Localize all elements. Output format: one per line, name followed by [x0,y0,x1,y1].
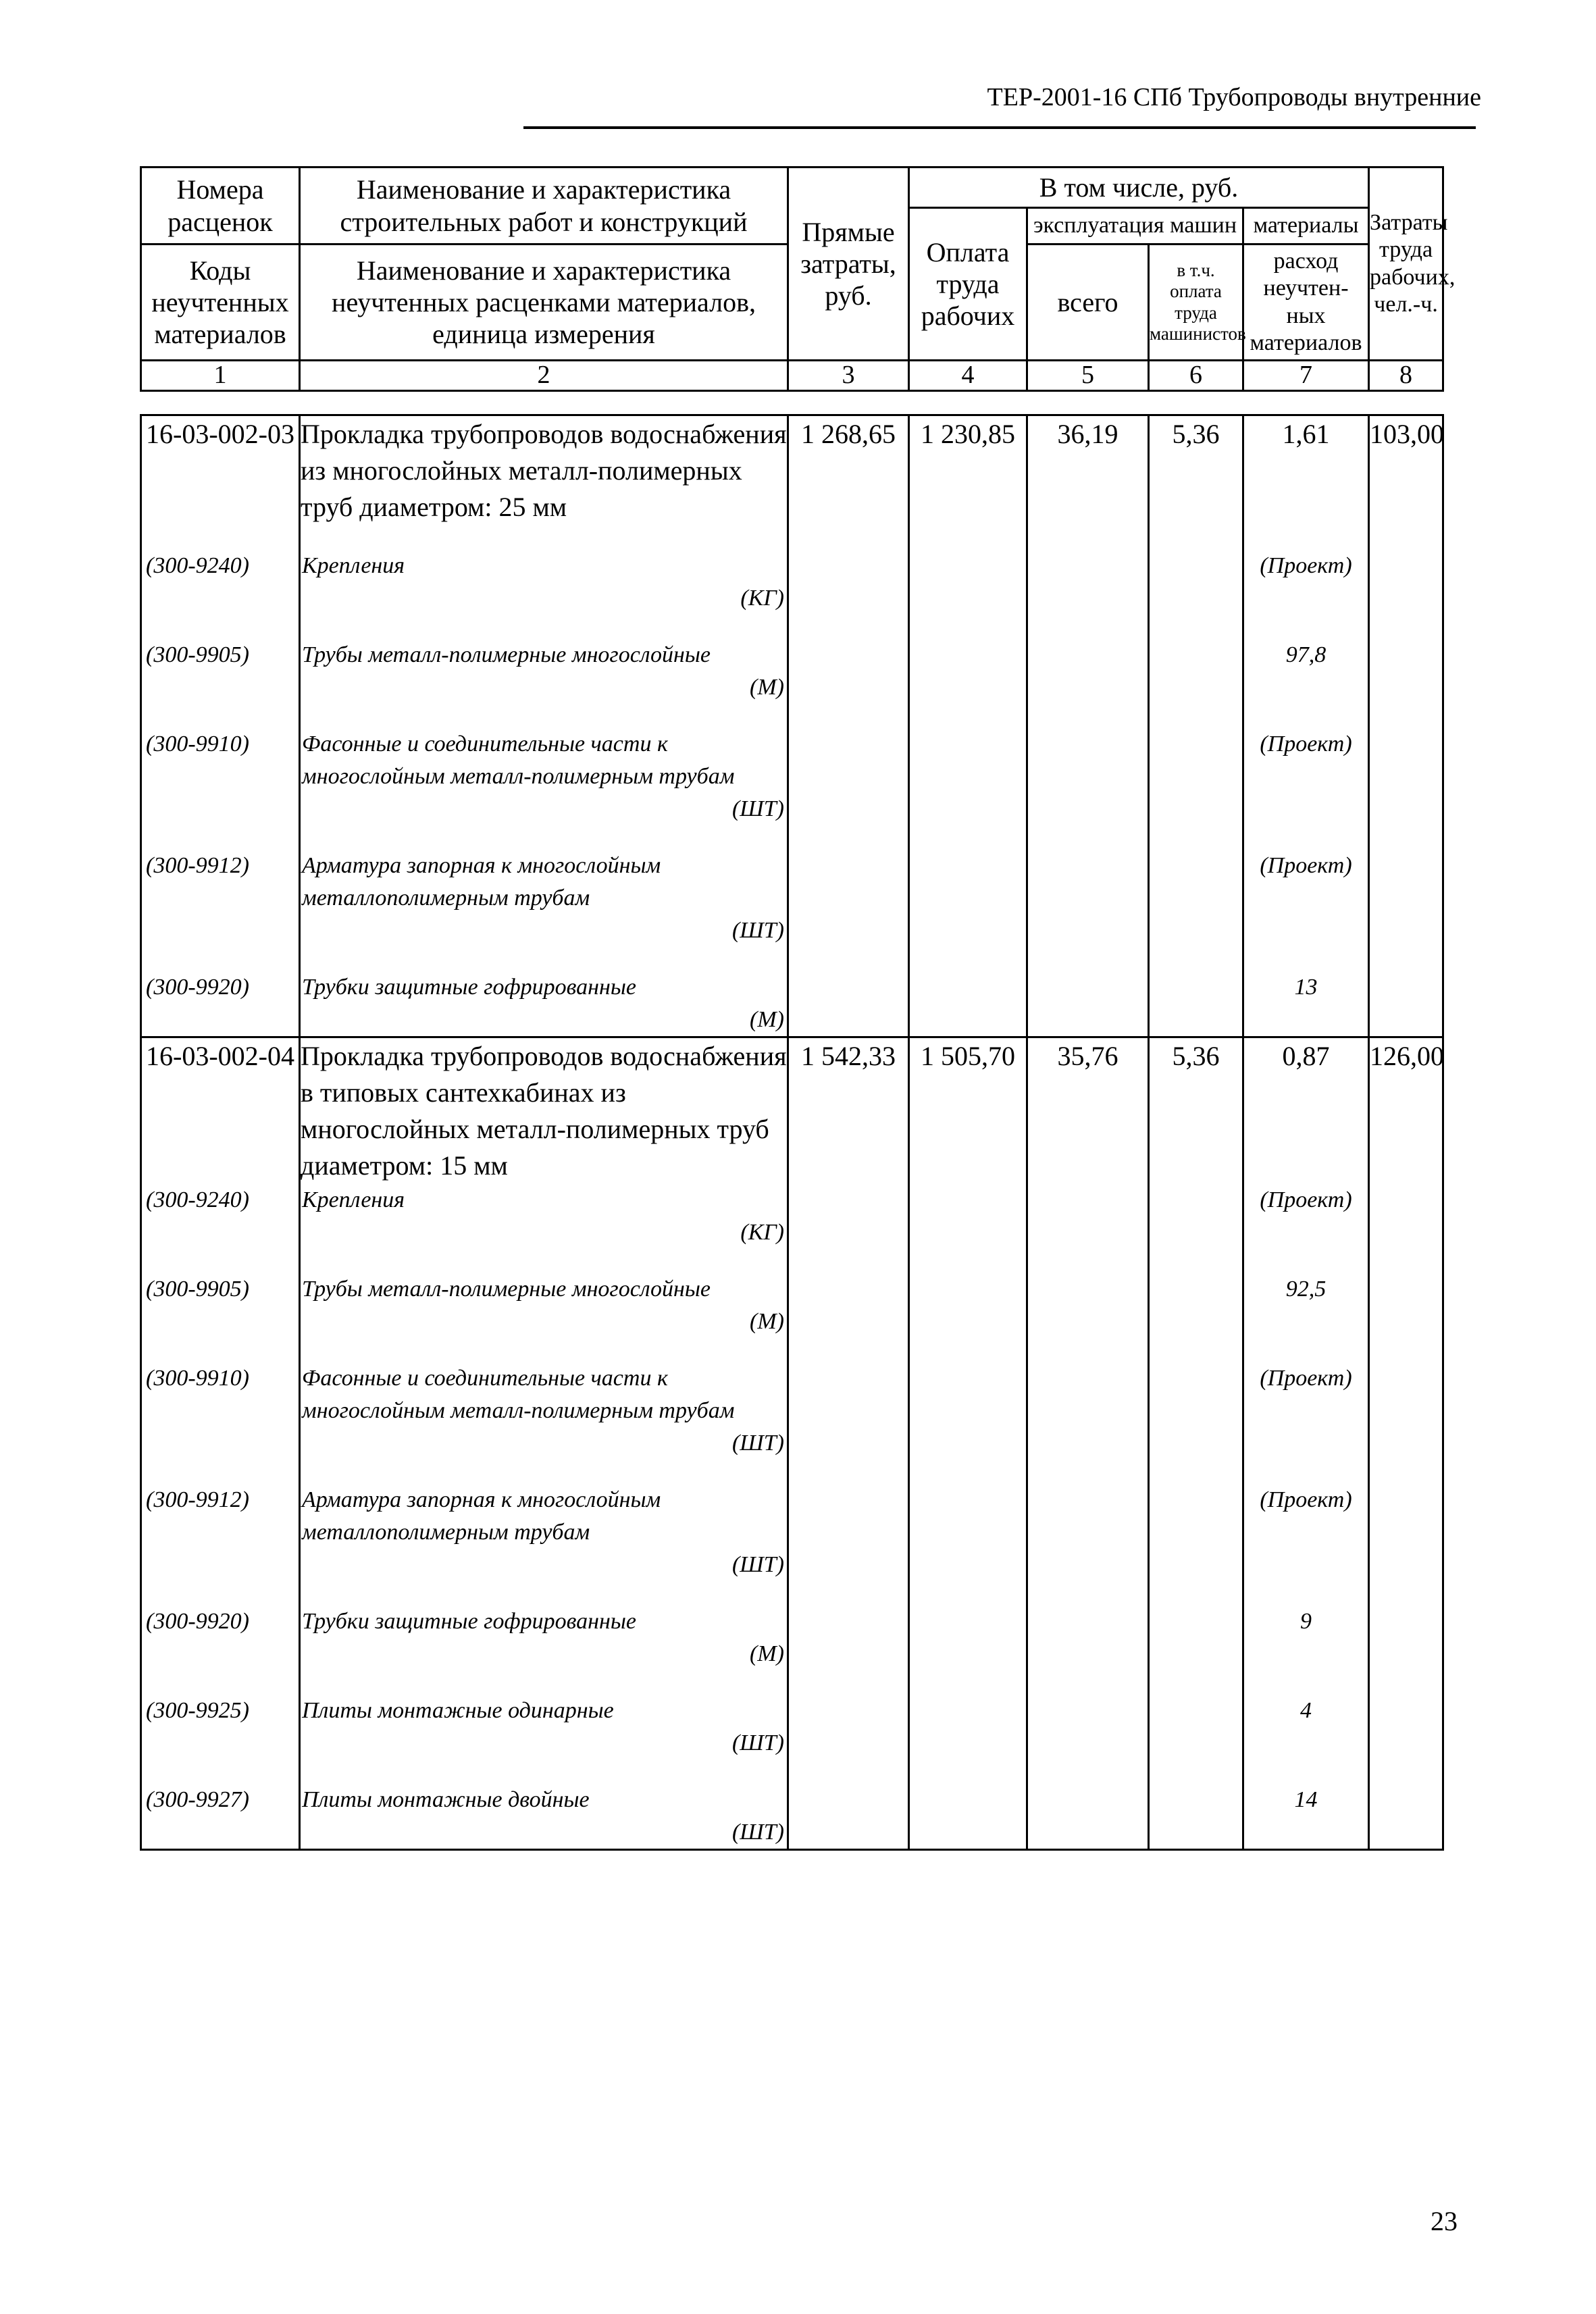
material-row [141,1581,1443,1670]
material-row [141,615,1443,704]
material-quantity: 4 [1243,1670,1369,1759]
material-row [141,525,1443,615]
header-col3: Прямые затраты, руб. [788,168,909,361]
material-quantity: (Проект) [1243,1184,1369,1249]
material-row [141,1670,1443,1759]
material-code: (300-9905) [141,615,300,704]
material-unit: (М) [750,1007,784,1032]
header-col6: в т.ч. оплата труда машинистов [1149,245,1243,361]
material-code: (300-9920) [141,947,300,1037]
material-quantity: (Проект) [1243,525,1369,615]
rates-table [140,414,1444,1851]
material-code: (300-9905) [141,1249,300,1338]
header-materials: материалы [1243,208,1369,245]
material-name: Фасонные и соединительные части к многослойным металл-полимерным трубам [302,731,735,789]
rate-row [141,1037,1443,1185]
materials-cost: 1,61 [1243,415,1369,526]
running-header: ТЕР-2001-16 СПб Трубопроводы внутренние [987,83,1481,111]
material-name: Арматура запорная к многослойным металлополимерным трубам [302,1487,661,1545]
rate-code: 16-03-002-04 [141,1037,300,1185]
material-row [141,1759,1443,1850]
machinist-wages: 5,36 [1149,415,1243,526]
machines-total: 36,19 [1027,415,1149,526]
material-name: Трубы металл-полимерные многослойные [302,1277,711,1302]
material-name: Крепления [302,1187,405,1212]
material-unit: (ШТ) [731,1431,784,1456]
material-unit: (КГ) [740,586,784,611]
rate-code: 16-03-002-03 [141,415,300,526]
column-number: 2 [300,361,788,391]
material-unit: (ШТ) [731,1730,784,1755]
header-rule [523,126,1476,129]
column-number: 6 [1149,361,1243,391]
material-unit: (КГ) [740,1220,784,1245]
column-number: 4 [909,361,1027,391]
material-name: Фасонные и соединительные части к многослойным металл-полимерным трубам [302,1366,735,1423]
material-row [141,1338,1443,1460]
header-col2-top: Наименование и характеристика строительных работ и конструкций [300,168,788,245]
rate-title: Прокладка трубопроводов водоснабжения из многослойных металл-полимерных труб диаметром: 25 мм [300,415,788,526]
material-row [141,1460,1443,1581]
material-name: Плиты монтажные одинарные [302,1698,614,1723]
material-code: (300-9925) [141,1670,300,1759]
material-unit: (ШТ) [731,1820,784,1845]
column-number: 5 [1027,361,1149,391]
header-col4: Оплата труда рабочих [909,208,1027,361]
material-row [141,947,1443,1037]
header-machines: эксплуатация машин [1027,208,1243,245]
material-unit: (М) [750,1309,784,1334]
header-col5: всего [1027,245,1149,361]
material-name: Трубы металл-полимерные многослойные [302,642,711,667]
materials-cost: 0,87 [1243,1037,1369,1185]
machinist-wages: 5,36 [1149,1037,1243,1185]
header-col2-bottom: Наименование и характеристика неучтенных расценками материалов, единица измерения [300,245,788,361]
column-number: 7 [1243,361,1369,391]
column-number: 8 [1369,361,1443,391]
worker-wages: 1 505,70 [909,1037,1027,1185]
machines-total: 35,76 [1027,1037,1149,1185]
material-quantity: 13 [1243,947,1369,1037]
material-unit: (ШТ) [731,918,784,943]
header-col1-bottom: Коды неучтенных материалов [141,245,300,361]
material-row [141,1249,1443,1338]
rate-row [141,415,1443,526]
header-group: В том числе, руб. [909,168,1369,208]
column-header-table [140,166,1456,392]
material-name: Трубки защитные гофрированные [302,1609,636,1634]
material-code: (300-9912) [141,825,300,947]
material-quantity: 97,8 [1243,615,1369,704]
material-row [141,825,1443,947]
material-code: (300-9910) [141,704,300,825]
material-quantity: (Проект) [1243,704,1369,825]
material-row [141,704,1443,825]
material-unit: (ШТ) [731,1552,784,1577]
material-row [141,1184,1443,1249]
header-col8: Затраты труда рабочих, чел.-ч. [1369,168,1443,361]
material-unit: (М) [750,675,784,700]
direct-costs: 1 542,33 [788,1037,909,1185]
column-number: 1 [141,361,300,391]
material-quantity: (Проект) [1243,825,1369,947]
material-quantity: 9 [1243,1581,1369,1670]
material-code: (300-9927) [141,1759,300,1850]
material-quantity: 92,5 [1243,1249,1369,1338]
material-quantity: (Проект) [1243,1460,1369,1581]
column-number: 3 [788,361,909,391]
header-col1-top: Номера расценок [141,168,300,245]
material-unit: (ШТ) [731,796,784,821]
material-name: Арматура запорная к многослойным металлополимерным трубам [302,853,661,910]
material-unit: (М) [750,1641,784,1666]
rate-title: Прокладка трубопроводов водоснабжения в типовых сантехкабинах из многослойных металл-полимерных труб диаметром: 15 мм [300,1037,788,1185]
header-col7: расход неучтен-ных материалов [1243,245,1369,361]
material-code: (300-9240) [141,525,300,615]
material-code: (300-9240) [141,1184,300,1249]
material-name: Трубки защитные гофрированные [302,975,636,1000]
page-number: 23 [1431,2206,1458,2236]
direct-costs: 1 268,65 [788,415,909,526]
material-name: Крепления [302,553,405,578]
worker-wages: 1 230,85 [909,415,1027,526]
material-name: Плиты монтажные двойные [302,1787,590,1812]
material-code: (300-9910) [141,1338,300,1460]
material-code: (300-9912) [141,1460,300,1581]
labor-hours: 126,00 [1369,1037,1443,1185]
labor-hours: 103,00 [1369,415,1443,526]
material-quantity: 14 [1243,1759,1369,1850]
material-quantity: (Проект) [1243,1338,1369,1460]
material-code: (300-9920) [141,1581,300,1670]
